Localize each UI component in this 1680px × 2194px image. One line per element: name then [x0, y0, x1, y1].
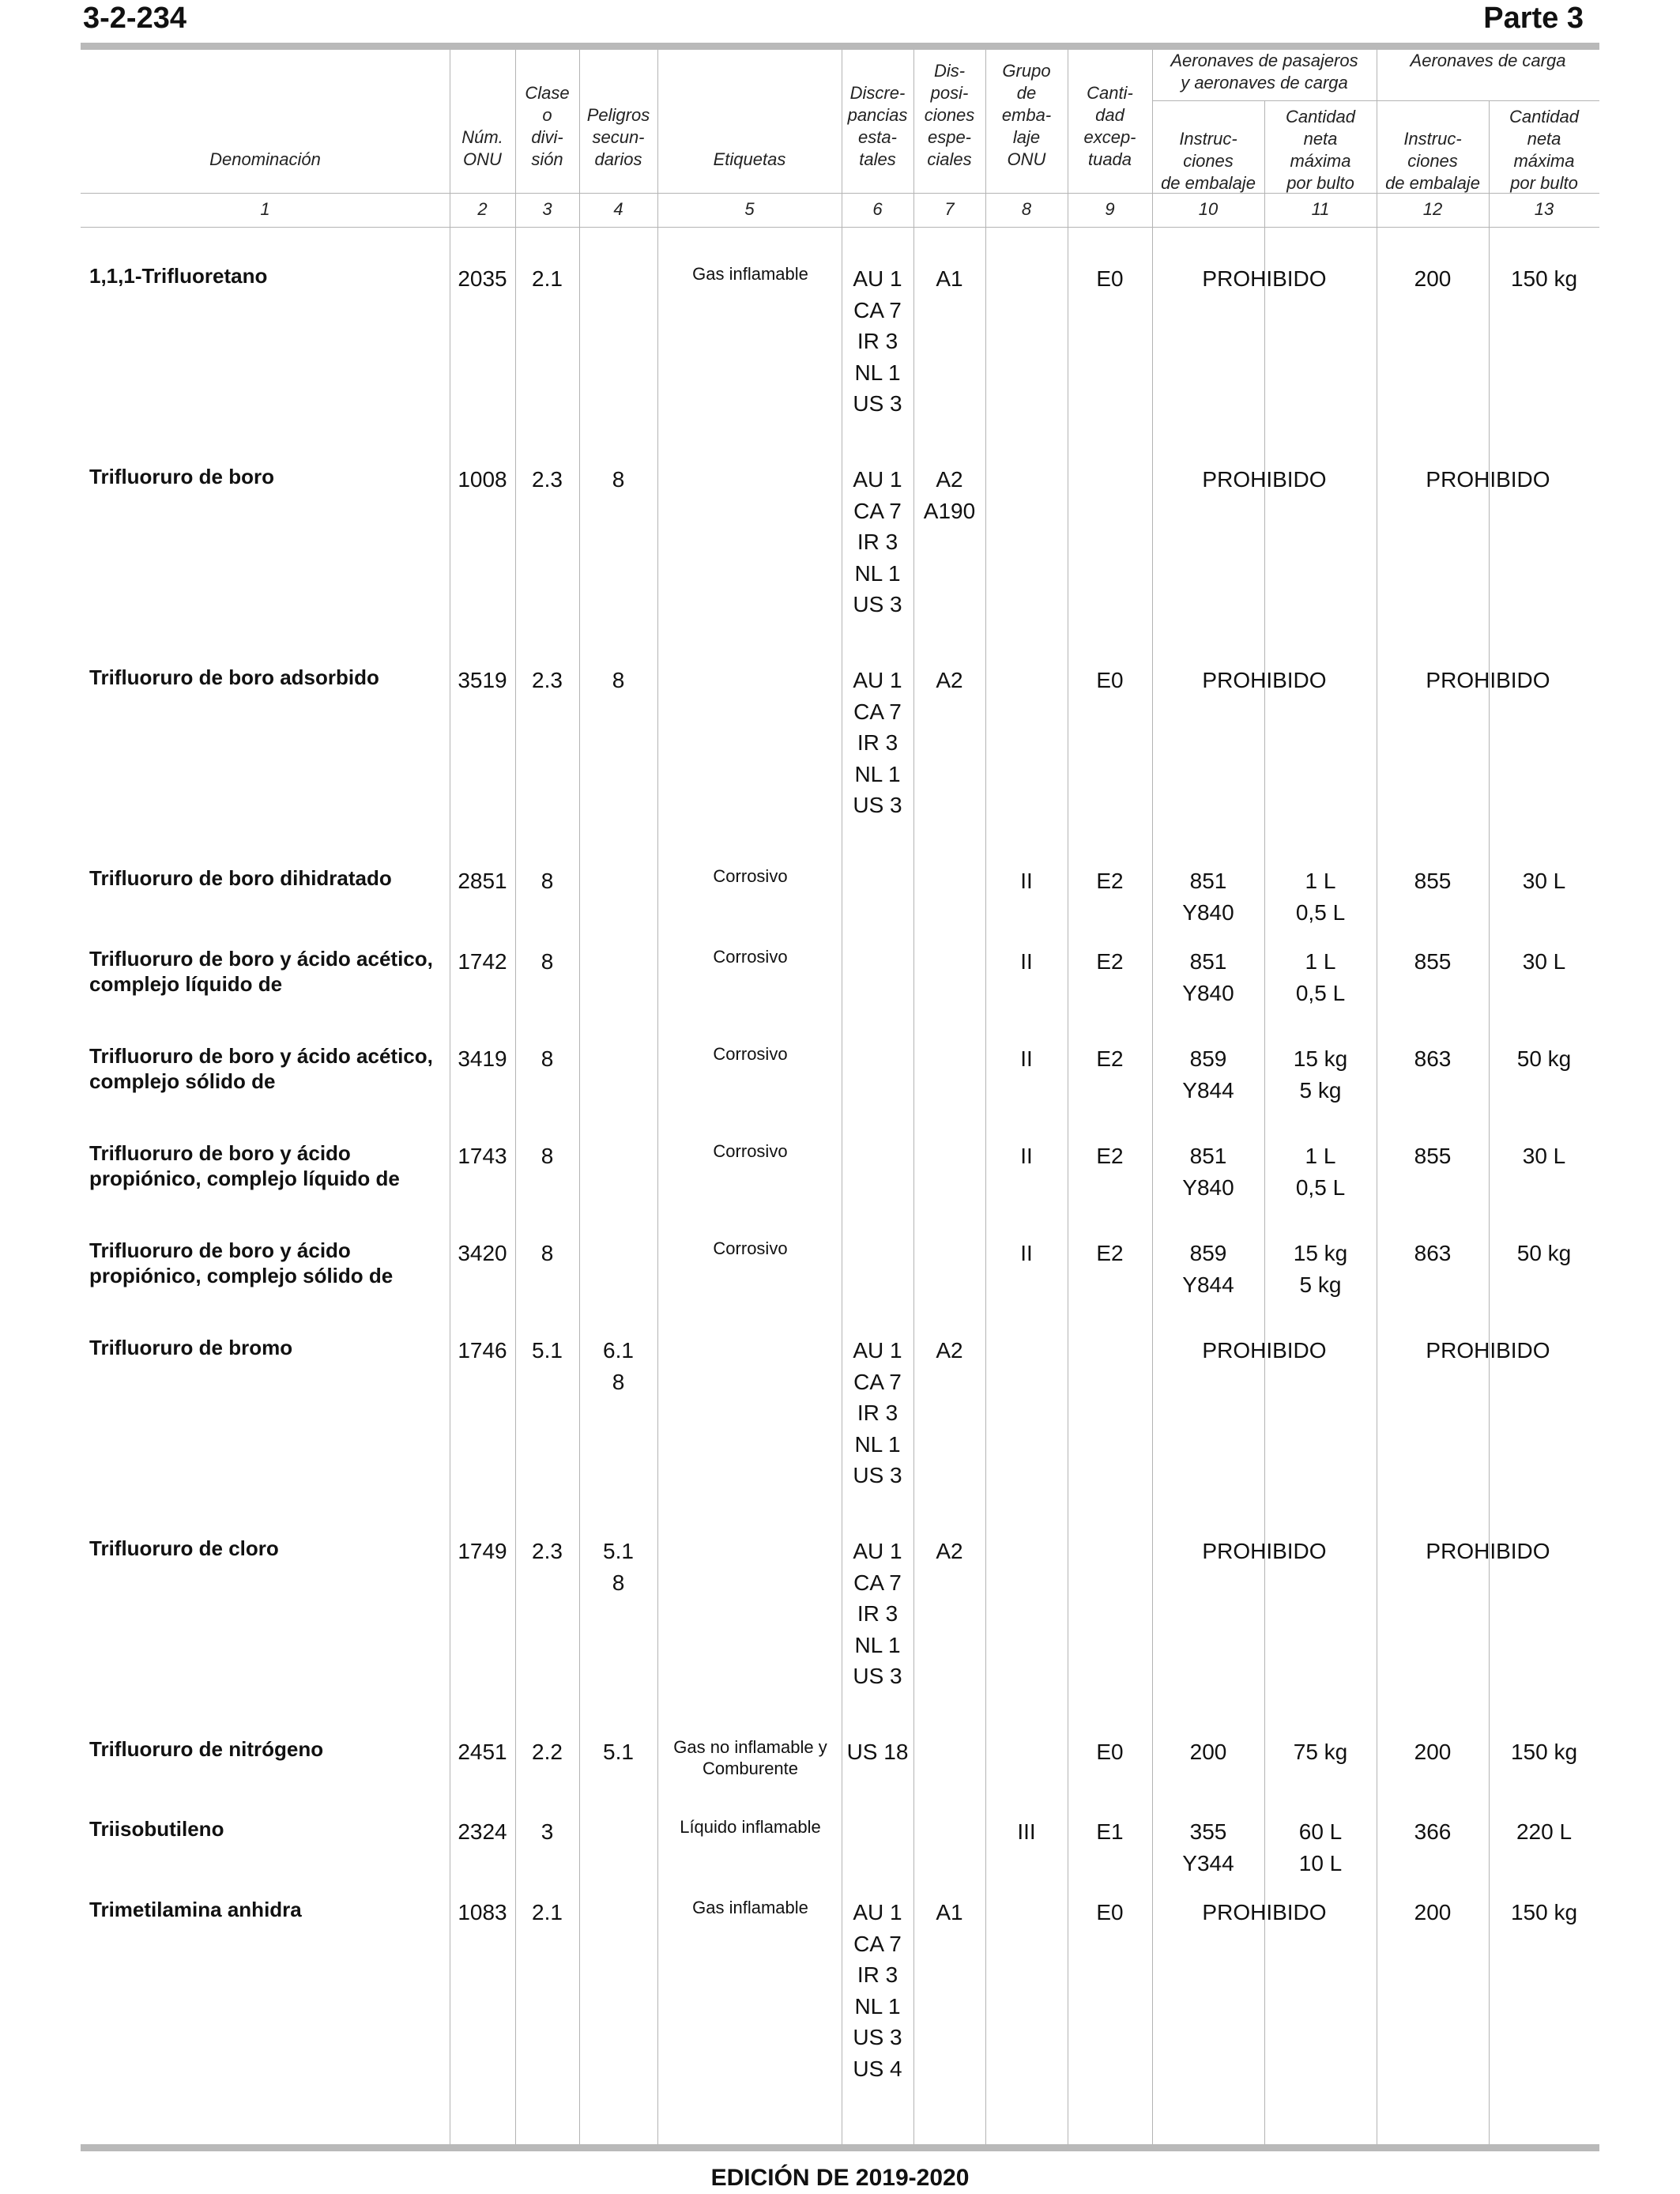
cell-clase: 8 [541, 949, 554, 974]
cell-grupo-embalaje: II [1020, 1241, 1033, 1265]
cell-etiquetas-line: Gas no inflamable y [673, 1737, 827, 1757]
cell-clase: 2.3 [532, 467, 563, 492]
table-row [0, 263, 1680, 416]
cell-cargo-instrucciones-line: 366 [1414, 1819, 1452, 1844]
cell-clase: 2.3 [532, 1539, 563, 1563]
cell-discrepancias-line: NL 1 [854, 1993, 901, 2019]
cell-discrepancias-line: IR 3 [857, 730, 898, 755]
cell-pax-cantidad [1264, 865, 1377, 928]
cell-peligros-secundarios-line: 8 [612, 1570, 625, 1595]
cell-discrepancias-line: NL 1 [854, 1632, 901, 1657]
column-number: 13 [1534, 199, 1554, 219]
cell-discrepancias-line: AU 1 [853, 467, 902, 492]
cell-discrepancias-line: AU 1 [853, 1338, 902, 1363]
cell-num-onu: 1743 [458, 1144, 507, 1168]
cell-cantidad-exceptuada: E2 [1096, 1241, 1124, 1265]
cell-pax-cantidad [1264, 946, 1377, 1008]
cell-grupo-embalaje: II [1020, 949, 1033, 974]
cell-cantidad-exceptuada: E0 [1096, 668, 1124, 692]
cell-etiquetas [658, 946, 842, 967]
cell-etiquetas-line: Corrosivo [713, 866, 788, 886]
cell-disposiciones [913, 1536, 985, 1567]
cell-pax-instrucciones-line: Y344 [1182, 1850, 1234, 1875]
header-clase: Clase o divi- sión [525, 83, 570, 169]
cell-peligros-secundarios-line: 6.1 [603, 1338, 634, 1363]
column-number: 5 [744, 199, 755, 219]
cell-clase: 8 [541, 1241, 554, 1265]
cell-pax-instrucciones-line: 200 [1189, 1740, 1227, 1764]
cell-discrepancias-line: CA 7 [853, 1931, 902, 1956]
column-number: 8 [1021, 199, 1032, 219]
column-number: 1 [260, 199, 270, 219]
cell-peligros-secundarios [579, 665, 657, 696]
cell-denominacion: Trifluoruro de boro dihidratado [89, 866, 392, 890]
cell-discrepancias-line: AU 1 [853, 266, 902, 291]
column-number: 9 [1105, 199, 1115, 219]
cell-pax-cantidad-line: 0,5 L [1295, 980, 1346, 1005]
cell-cargo-cantidad-line: 50 kg [1516, 1241, 1572, 1265]
cell-clase: 8 [541, 1144, 554, 1168]
cell-etiquetas-line: Corrosivo [713, 1141, 788, 1161]
cell-pax-cantidad-line: 5 kg [1299, 1272, 1342, 1297]
cell-disposiciones-line: A1 [936, 1900, 963, 1924]
cell-pax-instrucciones [1152, 865, 1264, 928]
cell-num-onu: 1083 [458, 1900, 507, 1924]
page-number: 3-2-234 [83, 2, 186, 35]
cell-discrepancias-line: AU 1 [853, 1539, 902, 1563]
cell-num-onu: 1746 [458, 1338, 507, 1363]
cell-discrepancias [842, 263, 913, 420]
header-denominacion: Denominación [209, 149, 321, 169]
cell-pax-cantidad-line: 0,5 L [1295, 1174, 1346, 1200]
cell-peligros-secundarios [579, 1335, 657, 1397]
column-number: 10 [1198, 199, 1219, 219]
cell-discrepancias-line: US 4 [853, 2056, 902, 2081]
cell-peligros-secundarios-line: 8 [612, 1369, 625, 1394]
cell-pax-cantidad [1264, 1140, 1377, 1203]
header-group-passenger: Aeronaves de pasajeros y aeronaves de carga [1170, 51, 1358, 92]
header-cargo-cantidad: Cantidad neta máxima por bulto [1509, 107, 1580, 193]
cell-denominacion: Trifluoruro de boro y ácido propiónico, complejo líquido de [89, 1141, 400, 1190]
cell-num-onu: 3420 [458, 1241, 507, 1265]
cell-discrepancias-line: NL 1 [854, 360, 901, 385]
cell-discrepancias-line: NL 1 [854, 560, 901, 586]
cell-etiquetas [658, 1238, 842, 1259]
cell-peligros-secundarios-line: 8 [612, 467, 625, 492]
cell-grupo-embalaje: II [1020, 1046, 1033, 1071]
cell-discrepancias-line: CA 7 [853, 1570, 902, 1595]
cell-discrepancias-line: US 3 [853, 1664, 902, 1688]
cell-pax-instrucciones [1152, 1816, 1264, 1879]
cell-peligros-secundarios-line: 5.1 [603, 1740, 634, 1764]
cell-cantidad-exceptuada: E2 [1096, 1144, 1124, 1168]
cell-pax-instrucciones [1152, 946, 1264, 1008]
header-peligros-secundarios: Peligros secun- darios [586, 105, 650, 169]
part-title: Parte 3 [1483, 2, 1584, 35]
column-number: 6 [872, 199, 883, 219]
cell-num-onu: 2451 [458, 1740, 507, 1764]
cell-discrepancias [842, 464, 913, 620]
cell-cargo-instrucciones [1377, 1140, 1489, 1172]
cell-cargo-cantidad [1489, 1043, 1599, 1075]
cell-discrepancias [842, 665, 913, 821]
cell-etiquetas-line: Gas inflamable [692, 264, 808, 284]
cell-disposiciones-line: A2 [936, 467, 963, 492]
column-number: 7 [944, 199, 955, 219]
cell-discrepancias-line: US 3 [853, 2025, 902, 2049]
cell-cargo-cantidad-line: 30 L [1522, 1144, 1566, 1168]
cell-clase: 8 [541, 869, 554, 893]
cell-cargo-prohibido: PROHIBIDO [1426, 467, 1550, 492]
cell-discrepancias-line: IR 3 [857, 530, 898, 554]
cell-pax-instrucciones-line: Y844 [1182, 1077, 1234, 1103]
cell-clase: 2.1 [532, 266, 563, 291]
cell-discrepancias-line: CA 7 [853, 297, 902, 322]
cell-cargo-cantidad-line: 50 kg [1516, 1046, 1572, 1071]
table-row [0, 1816, 1680, 1875]
cell-cargo-cantidad-line: 150 kg [1510, 1900, 1578, 1924]
cell-pax-prohibido: PROHIBIDO [1202, 668, 1327, 692]
header-grupo-embalaje: Grupo de emba- laje ONU [1001, 61, 1052, 169]
cell-cantidad-exceptuada: E2 [1096, 949, 1124, 974]
cell-discrepancias-line: US 3 [853, 1463, 902, 1487]
table-row [0, 464, 1680, 616]
cell-pax-cantidad-line: 1 L [1305, 1144, 1336, 1168]
cell-clase: 2.2 [532, 1740, 563, 1764]
cell-peligros-secundarios [579, 464, 657, 496]
cell-grupo-embalaje: II [1020, 869, 1033, 893]
cell-cargo-instrucciones-line: 855 [1414, 1144, 1452, 1168]
column-number: 11 [1311, 199, 1330, 219]
cell-cargo-instrucciones-line: 855 [1414, 949, 1452, 974]
cell-pax-cantidad [1264, 1043, 1377, 1106]
cell-etiquetas [658, 263, 842, 285]
cell-peligros-secundarios-line: 8 [612, 668, 625, 692]
cell-pax-cantidad-line: 15 kg [1293, 1046, 1348, 1071]
cell-etiquetas-line: Corrosivo [713, 1044, 788, 1064]
cell-cargo-cantidad [1489, 1140, 1599, 1172]
cell-cantidad-exceptuada: E2 [1096, 869, 1124, 893]
cell-num-onu: 2324 [458, 1819, 507, 1844]
cell-pax-instrucciones [1152, 1043, 1264, 1106]
cell-discrepancias-line: IR 3 [857, 1601, 898, 1626]
cell-pax-cantidad-line: 10 L [1298, 1850, 1343, 1875]
cell-cantidad-exceptuada: E0 [1096, 266, 1124, 291]
header-pax-instrucciones: Instruc- ciones de embalaje [1161, 129, 1256, 193]
cell-discrepancias [842, 1736, 913, 1768]
cell-pax-prohibido: PROHIBIDO [1202, 1539, 1327, 1563]
cell-denominacion: Trifluoruro de boro y ácido acético, complejo sólido de [89, 1044, 433, 1093]
column-number: 2 [477, 199, 488, 219]
cell-discrepancias-line: CA 7 [853, 498, 902, 523]
cell-num-onu: 3419 [458, 1046, 507, 1071]
cell-cargo-cantidad-line: 30 L [1522, 949, 1566, 974]
cell-cargo-cantidad [1489, 946, 1599, 978]
cell-cargo-cantidad-line: 220 L [1516, 1819, 1573, 1844]
cell-cargo-cantidad [1489, 1238, 1599, 1269]
cell-disposiciones [913, 263, 985, 295]
cell-discrepancias-line: CA 7 [853, 699, 902, 724]
cell-disposiciones [913, 1335, 985, 1367]
cell-pax-prohibido: PROHIBIDO [1202, 266, 1327, 291]
cell-etiquetas-line: Corrosivo [713, 1238, 788, 1258]
cell-pax-instrucciones-line: 851 [1189, 869, 1227, 893]
cell-cargo-prohibido: PROHIBIDO [1426, 1539, 1550, 1563]
cell-discrepancias-line: US 3 [853, 391, 902, 416]
cell-pax-prohibido: PROHIBIDO [1202, 467, 1327, 492]
cell-discrepancias-line: IR 3 [857, 1962, 898, 1987]
cell-cargo-cantidad-line: 150 kg [1510, 1740, 1578, 1764]
header-pax-cantidad: Cantidad neta máxima por bulto [1285, 107, 1356, 193]
cell-peligros-secundarios [579, 1736, 657, 1768]
cell-num-onu: 1008 [458, 467, 507, 492]
cell-discrepancias-line: US 3 [853, 793, 902, 817]
column-number: 12 [1422, 199, 1443, 219]
cell-denominacion: Trifluoruro de boro y ácido propiónico, complejo sólido de [89, 1238, 394, 1287]
cell-pax-cantidad-line: 75 kg [1293, 1740, 1348, 1764]
table-row [0, 1043, 1680, 1103]
header-cargo-instrucciones: Instruc- ciones de embalaje [1385, 129, 1480, 193]
cell-pax-instrucciones-line: Y840 [1182, 980, 1234, 1005]
header-group-cargo: Aeronaves de carga [1410, 51, 1566, 70]
cell-pax-instrucciones-line: 851 [1189, 1144, 1227, 1168]
cell-etiquetas [658, 1140, 842, 1162]
cell-pax-cantidad-line: 60 L [1298, 1819, 1343, 1844]
cell-cargo-instrucciones-line: 863 [1414, 1046, 1452, 1071]
cell-pax-cantidad [1264, 1736, 1377, 1768]
cell-discrepancias-line: AU 1 [853, 668, 902, 692]
cell-etiquetas-line: Líquido inflamable [680, 1817, 821, 1837]
cell-cargo-instrucciones-line: 200 [1414, 1900, 1452, 1924]
cell-pax-prohibido: PROHIBIDO [1202, 1900, 1327, 1924]
column-number: 3 [542, 199, 552, 219]
cell-pax-instrucciones [1152, 1140, 1264, 1203]
table-row [0, 1736, 1680, 1778]
table-row [0, 1335, 1680, 1487]
cell-cargo-instrucciones [1377, 1897, 1489, 1928]
cell-denominacion: Trifluoruro de boro [89, 465, 274, 488]
cell-etiquetas-line: Corrosivo [713, 947, 788, 967]
cell-clase: 8 [541, 1046, 554, 1071]
cell-clase: 3 [541, 1819, 554, 1844]
cell-cargo-cantidad-line: 30 L [1522, 869, 1566, 893]
cell-cargo-cantidad-line: 150 kg [1510, 266, 1578, 291]
header-etiquetas: Etiquetas [713, 149, 786, 169]
cell-cargo-instrucciones [1377, 865, 1489, 897]
cell-cargo-cantidad [1489, 1897, 1599, 1928]
cell-discrepancias-line: IR 3 [857, 329, 898, 353]
cell-pax-cantidad-line: 5 kg [1299, 1077, 1342, 1103]
cell-pax-prohibido: PROHIBIDO [1202, 1338, 1327, 1363]
cell-pax-cantidad-line: 0,5 L [1295, 899, 1346, 925]
cell-pax-cantidad-line: 1 L [1305, 869, 1336, 893]
cell-pax-instrucciones-line: Y840 [1182, 899, 1234, 925]
cell-denominacion: Trifluoruro de nitrógeno [89, 1737, 324, 1761]
cell-discrepancias-line: IR 3 [857, 1400, 898, 1425]
cell-discrepancias-line: AU 1 [853, 1900, 902, 1924]
table-row [0, 946, 1680, 1005]
column-number: 4 [613, 199, 623, 219]
cell-denominacion: Triisobutileno [89, 1817, 224, 1841]
cell-discrepancias-line: CA 7 [853, 1369, 902, 1394]
cell-disposiciones-line: A190 [923, 498, 976, 523]
cell-pax-instrucciones-line: Y840 [1182, 1174, 1234, 1200]
header-num-onu: Núm. ONU [461, 127, 503, 169]
cell-cargo-instrucciones [1377, 946, 1489, 978]
cell-cargo-instrucciones [1377, 1238, 1489, 1269]
cell-disposiciones [913, 1897, 985, 1928]
cell-cantidad-exceptuada: E0 [1096, 1740, 1124, 1764]
header-disposiciones: Dis- posi- ciones espe- ciales [924, 61, 975, 169]
cell-etiquetas [658, 1043, 842, 1065]
cell-etiquetas [658, 865, 842, 887]
cell-discrepancias [842, 1335, 913, 1491]
cell-cargo-instrucciones-line: 200 [1414, 1740, 1452, 1764]
cell-num-onu: 3519 [458, 668, 507, 692]
cell-denominacion: Trifluoruro de cloro [89, 1536, 279, 1560]
cell-pax-instrucciones-line: 851 [1189, 949, 1227, 974]
cell-grupo-embalaje: II [1020, 1144, 1033, 1168]
cell-disposiciones [913, 464, 985, 526]
cell-cargo-instrucciones [1377, 1816, 1489, 1848]
cell-cargo-instrucciones-line: 855 [1414, 869, 1452, 893]
cell-cargo-instrucciones [1377, 1043, 1489, 1075]
cell-pax-instrucciones [1152, 1238, 1264, 1300]
cell-disposiciones-line: A1 [936, 266, 963, 291]
cell-pax-instrucciones [1152, 1736, 1264, 1768]
cell-pax-instrucciones-line: 355 [1189, 1819, 1227, 1844]
cell-cantidad-exceptuada: E1 [1096, 1819, 1124, 1844]
cell-num-onu: 2035 [458, 266, 507, 291]
table-row [0, 1140, 1680, 1200]
cell-cargo-prohibido: PROHIBIDO [1426, 668, 1550, 692]
cell-pax-instrucciones-line: 859 [1189, 1046, 1227, 1071]
cell-denominacion: 1,1,1-Trifluoretano [89, 264, 268, 288]
cell-cargo-cantidad [1489, 263, 1599, 295]
edition-footer: EDICIÓN DE 2019-2020 [710, 2165, 970, 2191]
cell-clase: 5.1 [532, 1338, 563, 1363]
cell-pax-cantidad [1264, 1816, 1377, 1879]
cell-grupo-embalaje: III [1017, 1819, 1036, 1844]
cell-denominacion: Trifluoruro de bromo [89, 1336, 293, 1359]
cell-cargo-instrucciones-line: 863 [1414, 1241, 1452, 1265]
cell-disposiciones-line: A2 [936, 668, 963, 692]
cell-pax-cantidad-line: 1 L [1305, 949, 1336, 974]
cell-disposiciones-line: A2 [936, 1539, 963, 1563]
cell-num-onu: 1742 [458, 949, 507, 974]
cell-denominacion: Trimetilamina anhidra [89, 1898, 302, 1921]
cell-cargo-prohibido: PROHIBIDO [1426, 1338, 1550, 1363]
cell-discrepancias-line: NL 1 [854, 1431, 901, 1457]
cell-etiquetas-line: Gas inflamable [692, 1898, 808, 1917]
cell-etiquetas-line: Comburente [702, 1759, 799, 1778]
cell-cantidad-exceptuada: E2 [1096, 1046, 1124, 1071]
cell-denominacion: Trifluoruro de boro y ácido acético, complejo líquido de [89, 947, 433, 996]
cell-pax-cantidad-line: 15 kg [1293, 1241, 1348, 1265]
cell-etiquetas [658, 1816, 842, 1838]
cell-cargo-cantidad [1489, 1816, 1599, 1848]
table-row [0, 1897, 1680, 2081]
cell-etiquetas [658, 1897, 842, 1918]
cell-pax-instrucciones-line: Y844 [1182, 1272, 1234, 1297]
cell-cantidad-exceptuada: E0 [1096, 1900, 1124, 1924]
cell-denominacion: Trifluoruro de boro adsorbido [89, 665, 379, 689]
cell-pax-instrucciones-line: 859 [1189, 1241, 1227, 1265]
cell-disposiciones-line: A2 [936, 1338, 963, 1363]
cell-cargo-instrucciones [1377, 1736, 1489, 1768]
cell-num-onu: 1749 [458, 1539, 507, 1563]
cell-cargo-cantidad [1489, 865, 1599, 897]
cell-discrepancias-line: US 3 [853, 592, 902, 616]
cell-clase: 2.3 [532, 668, 563, 692]
cell-etiquetas [658, 1736, 842, 1779]
cell-discrepancias-line: NL 1 [854, 761, 901, 786]
cell-discrepancias-line: US 18 [846, 1740, 909, 1764]
cell-clase: 2.1 [532, 1900, 563, 1924]
cell-cargo-instrucciones-line: 200 [1414, 266, 1452, 291]
cell-disposiciones [913, 665, 985, 696]
header-discrepancias: Discre- pancias esta- tales [847, 83, 908, 169]
cell-discrepancias [842, 1536, 913, 1692]
cell-cargo-cantidad [1489, 1736, 1599, 1768]
bottom-rule [81, 2144, 1599, 2151]
cell-cargo-instrucciones [1377, 263, 1489, 295]
header-cantidad-exceptuada: Canti- dad excep- tuada [1083, 83, 1136, 169]
cell-peligros-secundarios [579, 1536, 657, 1598]
table-row [0, 865, 1680, 925]
cell-peligros-secundarios-line: 5.1 [603, 1539, 634, 1563]
cell-discrepancias [842, 1897, 913, 2084]
cell-num-onu: 2851 [458, 869, 507, 893]
cell-pax-cantidad [1264, 1238, 1377, 1300]
